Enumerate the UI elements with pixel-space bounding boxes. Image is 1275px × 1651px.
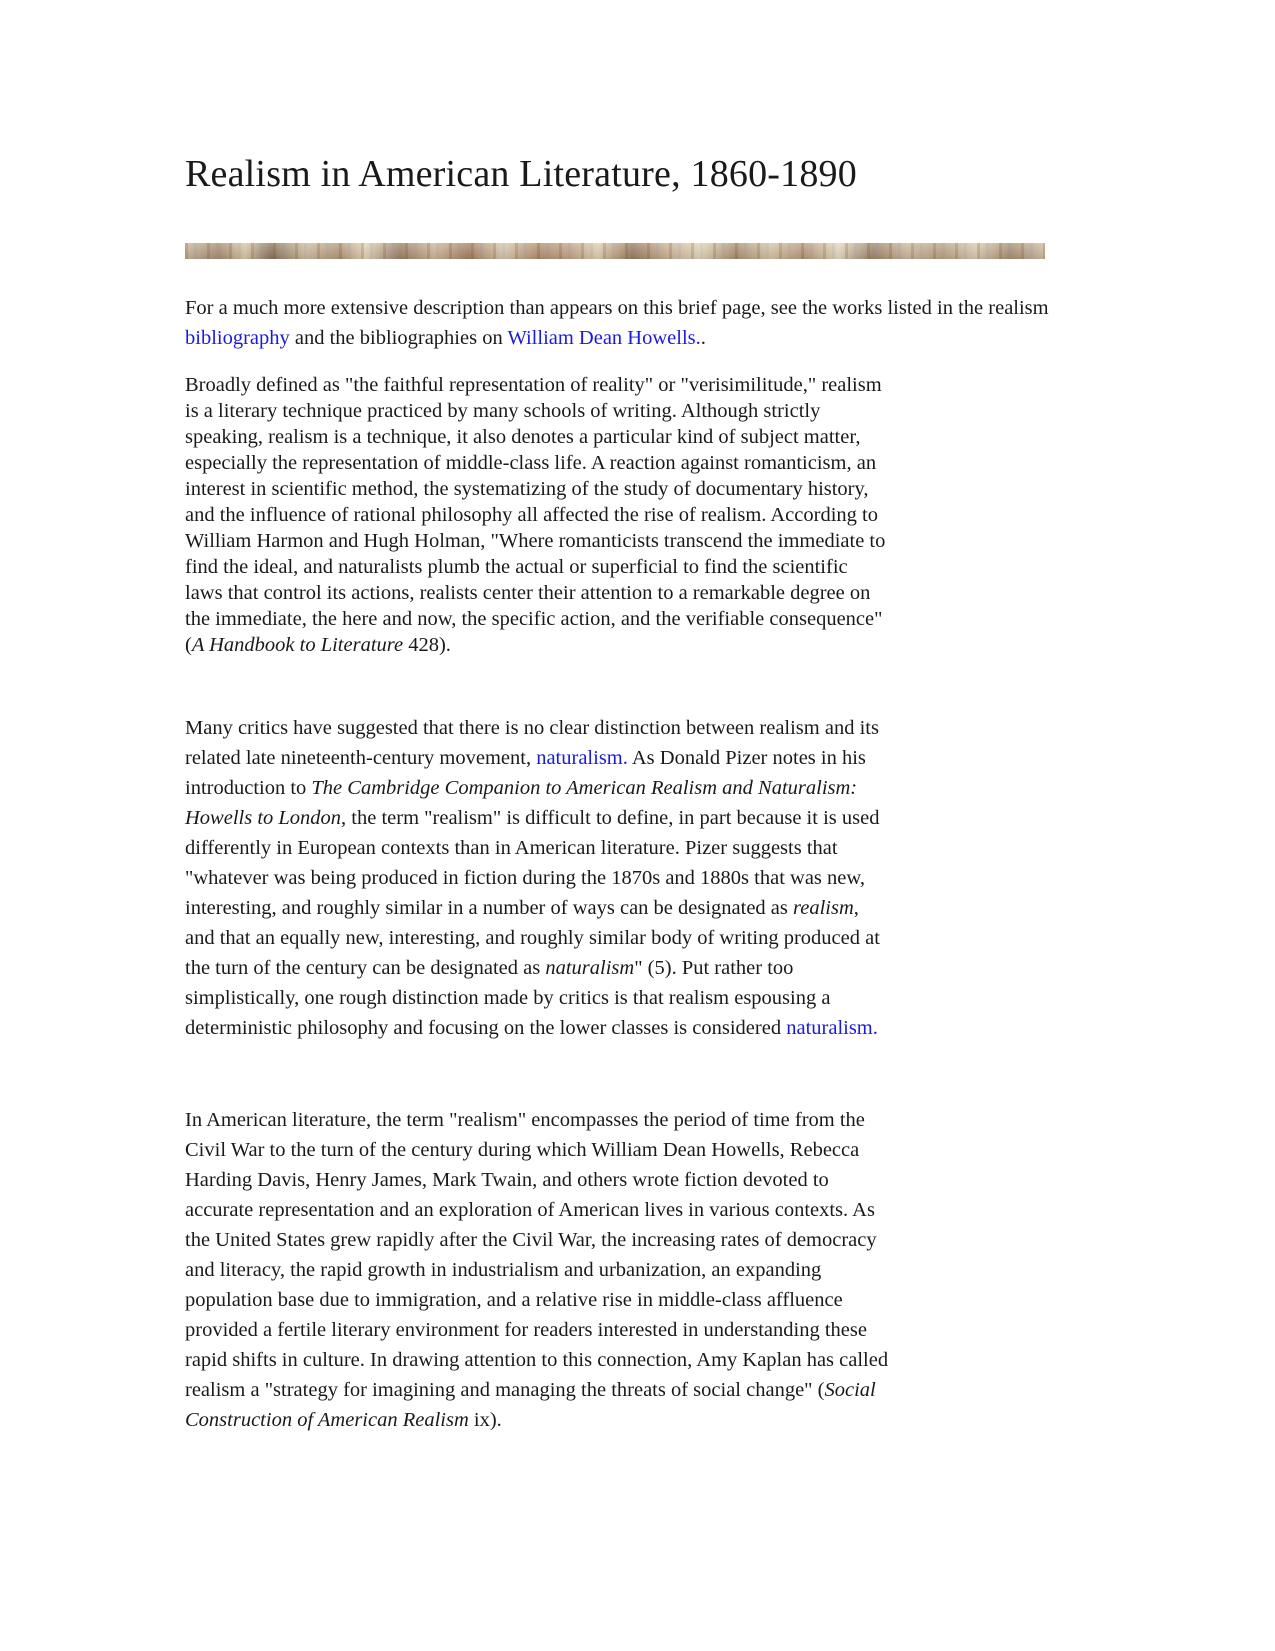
american-literature-text: In American literature, the term "realism" encompasses the period of time from the Civil War to the turn of the century during which William Dean Howells, Rebecca Harding Davis, Henry James, Mark Twain, and others wrote fiction devoted to accurate representation and an exploration of American lives in various contexts. As the United States grew rapidly after the Civil War, the increasing rates of democracy and literacy, the rapid growth in industrialism and urbanization, an expanding population base due to immigration, and a relative rise in middle-class affluence provided a fertile literary environment for readers interested in understanding these rapid shifts in culture. In drawing attention to this connection, Amy Kaplan has called realism a "strategy for imagining and managing the threats of social change" ( xyxy=(185,1109,889,1401)
bibliography-link[interactable]: bibliography xyxy=(185,327,290,349)
critics-text-2: As Donald Pizer notes in his introduction to xyxy=(185,747,866,799)
decorative-banner-image xyxy=(185,243,1045,259)
cambridge-companion-title: The Cambridge Companion to American Realism and Naturalism: Howells to London xyxy=(185,777,858,829)
intro-text-before: For a much more extensive description than appears on this brief page, see the works listed in the realism xyxy=(185,297,1049,319)
critics-text-1: Many critics have suggested that there is no clear distinction between realism and its related late nineteenth-century movement, xyxy=(185,717,879,769)
definition-paragraph xyxy=(185,372,890,658)
naturalism-link[interactable]: naturalism. xyxy=(536,747,628,769)
social-construction-title: Social Construction of American Realism xyxy=(185,1379,876,1431)
intro-text-middle: and the bibliographies on xyxy=(289,327,508,349)
critics-text-3: , the term "realism" is difficult to define, in part because it is used differently in European contexts than in American literature. Pizer suggests that "whatever was being produced in fiction during the 1870s and 1880s that was new, interesting, and roughly similar in a number of ways can be designated as xyxy=(185,807,880,919)
realism-emphasis: realism xyxy=(793,897,854,919)
handbook-citation-end: 428). xyxy=(403,634,451,656)
banner-texture xyxy=(185,243,1045,259)
critics-paragraph xyxy=(185,713,890,1043)
naturalism-link-2[interactable]: naturalism. xyxy=(786,1017,878,1039)
naturalism-emphasis: naturalism xyxy=(545,957,635,979)
intro-paragraph xyxy=(185,293,1065,353)
handbook-citation-title: A Handbook to Literature xyxy=(191,634,404,656)
american-literature-paragraph xyxy=(185,1105,890,1435)
definition-text: Broadly defined as "the faithful representation of reality" or "verisimilitude," realism is a literary technique practiced by many schools of writing. Although strictly speaking, realism is a technique, it also denotes a particular kind of subject matter, especially the representation of middle-class life. A reaction against romanticism, an interest in scientific method, the systematizing of the study of documentary history, and the influence of rational philosophy all affected the rise of realism. According to William Harmon and Hugh Holman, "Where romanticists transcend the immediate to find the ideal, and naturalists plumb the actual or superficial to find the scientific laws that control its actions, realists center their attention to a remarkable degree on the immediate, the here and now, the specific action, and the verifiable consequence" ( xyxy=(185,374,886,656)
intro-text-after: . xyxy=(700,327,706,349)
social-construction-citation-end: ix). xyxy=(468,1409,502,1431)
critics-text-4: , and that an equally new, interesting, and roughly similar body of writing produced at the turn of the century can be designated as xyxy=(185,897,880,979)
william-dean-howells-link[interactable]: William Dean Howells. xyxy=(507,327,701,349)
critics-text-5: " (5). Put rather too simplistically, one rough distinction made by critics is that realism espousing a deterministic philosophy and focusing on the lower classes is considered xyxy=(185,957,831,1039)
page-title: Realism in American Literature, 1860-1890 xyxy=(185,153,857,195)
